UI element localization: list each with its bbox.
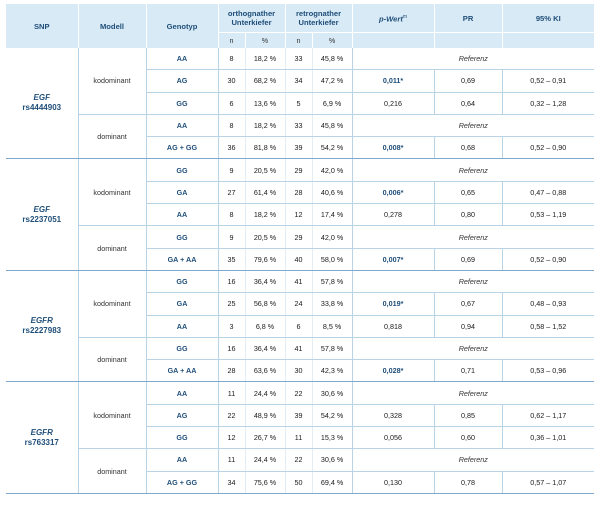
retro-pct-cell: 57,8 % <box>312 337 352 359</box>
ortho-pct-cell: 81,8 % <box>245 137 285 159</box>
gene-name: EGFR <box>30 316 53 326</box>
reference-cell: Referenz <box>352 382 594 404</box>
genotype-cell: AA <box>146 204 218 226</box>
p-value-cell: 0,818 <box>352 315 434 337</box>
rs-id: rs2237051 <box>22 214 62 224</box>
genotype-cell: GA + AA <box>146 248 218 270</box>
retro-n-cell: 50 <box>285 471 312 493</box>
header-retro-pct: % <box>312 33 352 49</box>
reference-cell: Referenz <box>352 337 594 359</box>
table-row <box>6 449 594 471</box>
reference-cell: Referenz <box>352 48 594 70</box>
retro-pct-cell: 69,4 % <box>312 471 352 493</box>
ci-cell: 0,48 – 0,93 <box>502 293 594 315</box>
reference-cell: Referenz <box>352 226 594 248</box>
header-sub-empty-pr <box>434 33 502 49</box>
ci-cell: 0,32 – 1,28 <box>502 92 594 114</box>
ortho-pct-cell: 6,8 % <box>245 315 285 337</box>
ortho-pct-cell: 26,7 % <box>245 427 285 449</box>
table-row <box>6 270 594 292</box>
ortho-pct-cell: 36,4 % <box>245 270 285 292</box>
header-snp: SNP <box>6 4 78 48</box>
retro-pct-cell: 33,8 % <box>312 293 352 315</box>
pr-cell: 0,69 <box>434 70 502 92</box>
retro-n-cell: 33 <box>285 114 312 136</box>
table-row <box>6 382 594 404</box>
retro-n-cell: 41 <box>285 270 312 292</box>
ortho-pct-cell: 24,4 % <box>245 449 285 471</box>
p-value-cell: 0,328 <box>352 404 434 426</box>
reference-cell: Referenz <box>352 449 594 471</box>
rs-id: rs4444903 <box>22 103 62 113</box>
pr-cell: 0,65 <box>434 181 502 203</box>
ortho-n-cell: 22 <box>218 404 245 426</box>
header-sub-empty-ki <box>502 33 594 49</box>
genotype-cell: GG <box>146 159 218 181</box>
genotype-cell: AA <box>146 315 218 337</box>
gene-name: EGF <box>33 93 50 103</box>
retro-pct-cell: 15,3 % <box>312 427 352 449</box>
retro-n-cell: 39 <box>285 404 312 426</box>
model-cell: dominant <box>78 337 146 382</box>
snp-cell <box>6 159 78 270</box>
ci-cell: 0,52 – 0,91 <box>502 70 594 92</box>
ci-cell: 0,52 – 0,90 <box>502 248 594 270</box>
ortho-n-cell: 11 <box>218 449 245 471</box>
retro-pct-cell: 54,2 % <box>312 404 352 426</box>
header-pr: PR <box>434 4 502 33</box>
retro-pct-cell: 45,8 % <box>312 48 352 70</box>
snp-cell <box>6 270 78 381</box>
ortho-n-cell: 3 <box>218 315 245 337</box>
p-value-cell: 0,006* <box>352 181 434 203</box>
p-value-cell: 0,056 <box>352 427 434 449</box>
p-value-cell: 0,216 <box>352 92 434 114</box>
ortho-pct-cell: 18,2 % <box>245 114 285 136</box>
pr-cell: 0,60 <box>434 427 502 449</box>
ortho-n-cell: 9 <box>218 159 245 181</box>
retro-n-cell: 30 <box>285 360 312 382</box>
retro-n-cell: 22 <box>285 449 312 471</box>
ci-cell: 0,57 – 1,07 <box>502 471 594 493</box>
genotype-cell: AA <box>146 382 218 404</box>
genotype-cell: AA <box>146 449 218 471</box>
model-cell: kodominant <box>78 159 146 226</box>
retro-n-cell: 12 <box>285 204 312 226</box>
p-value-cell: 0,028* <box>352 360 434 382</box>
ci-cell: 0,62 – 1,17 <box>502 404 594 426</box>
genotype-cell: AG <box>146 404 218 426</box>
retro-pct-cell: 57,8 % <box>312 270 352 292</box>
header-orthognather: orthognather Unterkiefer <box>218 4 285 33</box>
ci-cell: 0,53 – 0,96 <box>502 360 594 382</box>
ortho-n-cell: 27 <box>218 181 245 203</box>
header-genotyp: Genotyp <box>146 4 218 48</box>
retro-pct-cell: 54,2 % <box>312 137 352 159</box>
genotype-cell: GA <box>146 181 218 203</box>
p-value-cell: 0,278 <box>352 204 434 226</box>
genotype-cell: AA <box>146 114 218 136</box>
retro-n-cell: 5 <box>285 92 312 114</box>
rs-id: rs763317 <box>24 437 59 447</box>
model-cell: kodominant <box>78 48 146 114</box>
pr-cell: 0,94 <box>434 315 502 337</box>
retro-n-cell: 24 <box>285 293 312 315</box>
ortho-pct-cell: 18,2 % <box>245 204 285 226</box>
pr-cell: 0,69 <box>434 248 502 270</box>
table-row <box>6 226 594 248</box>
retro-n-cell: 6 <box>285 315 312 337</box>
table-row <box>6 48 594 70</box>
ortho-n-cell: 16 <box>218 270 245 292</box>
table-body <box>6 48 594 493</box>
model-cell: kodominant <box>78 382 146 449</box>
retro-n-cell: 33 <box>285 48 312 70</box>
ortho-n-cell: 8 <box>218 114 245 136</box>
ortho-pct-cell: 68,2 % <box>245 70 285 92</box>
gene-name: EGF <box>33 204 50 214</box>
genotype-cell: AG + GG <box>146 471 218 493</box>
retro-pct-cell: 42,0 % <box>312 159 352 181</box>
header-ortho-n: n <box>218 33 245 49</box>
retro-n-cell: 29 <box>285 159 312 181</box>
genotype-cell: AG <box>146 70 218 92</box>
genotype-association-table <box>6 4 594 494</box>
ci-cell: 0,47 – 0,88 <box>502 181 594 203</box>
retro-n-cell: 28 <box>285 181 312 203</box>
retro-pct-cell: 42,3 % <box>312 360 352 382</box>
ci-cell: 0,36 – 1,01 <box>502 427 594 449</box>
p-value-cell: 0,007* <box>352 248 434 270</box>
retro-pct-cell: 40,6 % <box>312 181 352 203</box>
pr-cell: 0,64 <box>434 92 502 114</box>
p-value-cell: 0,130 <box>352 471 434 493</box>
pr-cell: 0,68 <box>434 137 502 159</box>
ortho-pct-cell: 20,5 % <box>245 159 285 181</box>
genotype-cell: AA <box>146 48 218 70</box>
reference-cell: Referenz <box>352 114 594 136</box>
ortho-n-cell: 28 <box>218 360 245 382</box>
retro-n-cell: 40 <box>285 248 312 270</box>
retro-pct-cell: 47,2 % <box>312 70 352 92</box>
retro-pct-cell: 6,9 % <box>312 92 352 114</box>
ortho-n-cell: 16 <box>218 337 245 359</box>
ortho-pct-cell: 36,4 % <box>245 337 285 359</box>
p-value-cell: 0,019* <box>352 293 434 315</box>
gene-name: EGFR <box>30 427 53 437</box>
retro-pct-cell: 30,6 % <box>312 449 352 471</box>
ortho-n-cell: 30 <box>218 70 245 92</box>
ortho-pct-cell: 63,6 % <box>245 360 285 382</box>
header-ki: 95% KI <box>502 4 594 33</box>
ortho-n-cell: 8 <box>218 204 245 226</box>
ci-cell: 0,52 – 0,90 <box>502 137 594 159</box>
table-row <box>6 337 594 359</box>
table-row <box>6 159 594 181</box>
pr-cell: 0,67 <box>434 293 502 315</box>
retro-pct-cell: 8,5 % <box>312 315 352 337</box>
results-table-container <box>6 4 594 494</box>
pr-cell: 0,71 <box>434 360 502 382</box>
retro-n-cell: 39 <box>285 137 312 159</box>
ortho-n-cell: 35 <box>218 248 245 270</box>
genotype-cell: GG <box>146 226 218 248</box>
ortho-n-cell: 11 <box>218 382 245 404</box>
header-modell: Modell <box>78 4 146 48</box>
retro-n-cell: 34 <box>285 70 312 92</box>
ortho-pct-cell: 13,6 % <box>245 92 285 114</box>
model-cell: dominant <box>78 114 146 159</box>
header-p-wert <box>352 4 434 33</box>
snp-cell <box>6 48 78 159</box>
model-cell: kodominant <box>78 270 146 337</box>
ortho-pct-cell: 18,2 % <box>245 48 285 70</box>
pr-cell: 0,85 <box>434 404 502 426</box>
ortho-n-cell: 12 <box>218 427 245 449</box>
retro-pct-cell: 45,8 % <box>312 114 352 136</box>
genotype-cell: AG + GG <box>146 137 218 159</box>
snp-cell <box>6 382 78 493</box>
p-value-cell: 0,011* <box>352 70 434 92</box>
retro-n-cell: 22 <box>285 382 312 404</box>
ortho-pct-cell: 20,5 % <box>245 226 285 248</box>
header-p-wert-superscript: m <box>402 13 408 20</box>
ortho-pct-cell: 48,9 % <box>245 404 285 426</box>
table-header <box>6 4 594 48</box>
retro-pct-cell: 30,6 % <box>312 382 352 404</box>
retro-pct-cell: 17,4 % <box>312 204 352 226</box>
header-ortho-pct: % <box>245 33 285 49</box>
retro-n-cell: 29 <box>285 226 312 248</box>
pr-cell: 0,78 <box>434 471 502 493</box>
rs-id: rs2227983 <box>22 326 62 336</box>
ortho-pct-cell: 24,4 % <box>245 382 285 404</box>
ortho-n-cell: 25 <box>218 293 245 315</box>
reference-cell: Referenz <box>352 159 594 181</box>
ci-cell: 0,53 – 1,19 <box>502 204 594 226</box>
retro-n-cell: 41 <box>285 337 312 359</box>
ortho-pct-cell: 61,4 % <box>245 181 285 203</box>
pr-cell: 0,80 <box>434 204 502 226</box>
model-cell: dominant <box>78 449 146 494</box>
genotype-cell: GA <box>146 293 218 315</box>
genotype-cell: GG <box>146 270 218 292</box>
ortho-n-cell: 8 <box>218 48 245 70</box>
retro-n-cell: 11 <box>285 427 312 449</box>
table-row <box>6 114 594 136</box>
ci-cell: 0,58 – 1,52 <box>502 315 594 337</box>
ortho-n-cell: 34 <box>218 471 245 493</box>
genotype-cell: GG <box>146 427 218 449</box>
header-sub-empty-p <box>352 33 434 49</box>
genotype-cell: GA + AA <box>146 360 218 382</box>
model-cell: dominant <box>78 226 146 271</box>
ortho-pct-cell: 79,6 % <box>245 248 285 270</box>
header-retrognather: retrognather Unterkiefer <box>285 4 352 33</box>
p-value-cell: 0,008* <box>352 137 434 159</box>
retro-pct-cell: 42,0 % <box>312 226 352 248</box>
genotype-cell: GG <box>146 92 218 114</box>
header-p-wert-label: p-Wert <box>378 14 403 24</box>
ortho-n-cell: 36 <box>218 137 245 159</box>
ortho-pct-cell: 56,8 % <box>245 293 285 315</box>
ortho-pct-cell: 75,6 % <box>245 471 285 493</box>
header-retro-n: n <box>285 33 312 49</box>
reference-cell: Referenz <box>352 270 594 292</box>
ortho-n-cell: 6 <box>218 92 245 114</box>
genotype-cell: GG <box>146 337 218 359</box>
retro-pct-cell: 58,0 % <box>312 248 352 270</box>
ortho-n-cell: 9 <box>218 226 245 248</box>
